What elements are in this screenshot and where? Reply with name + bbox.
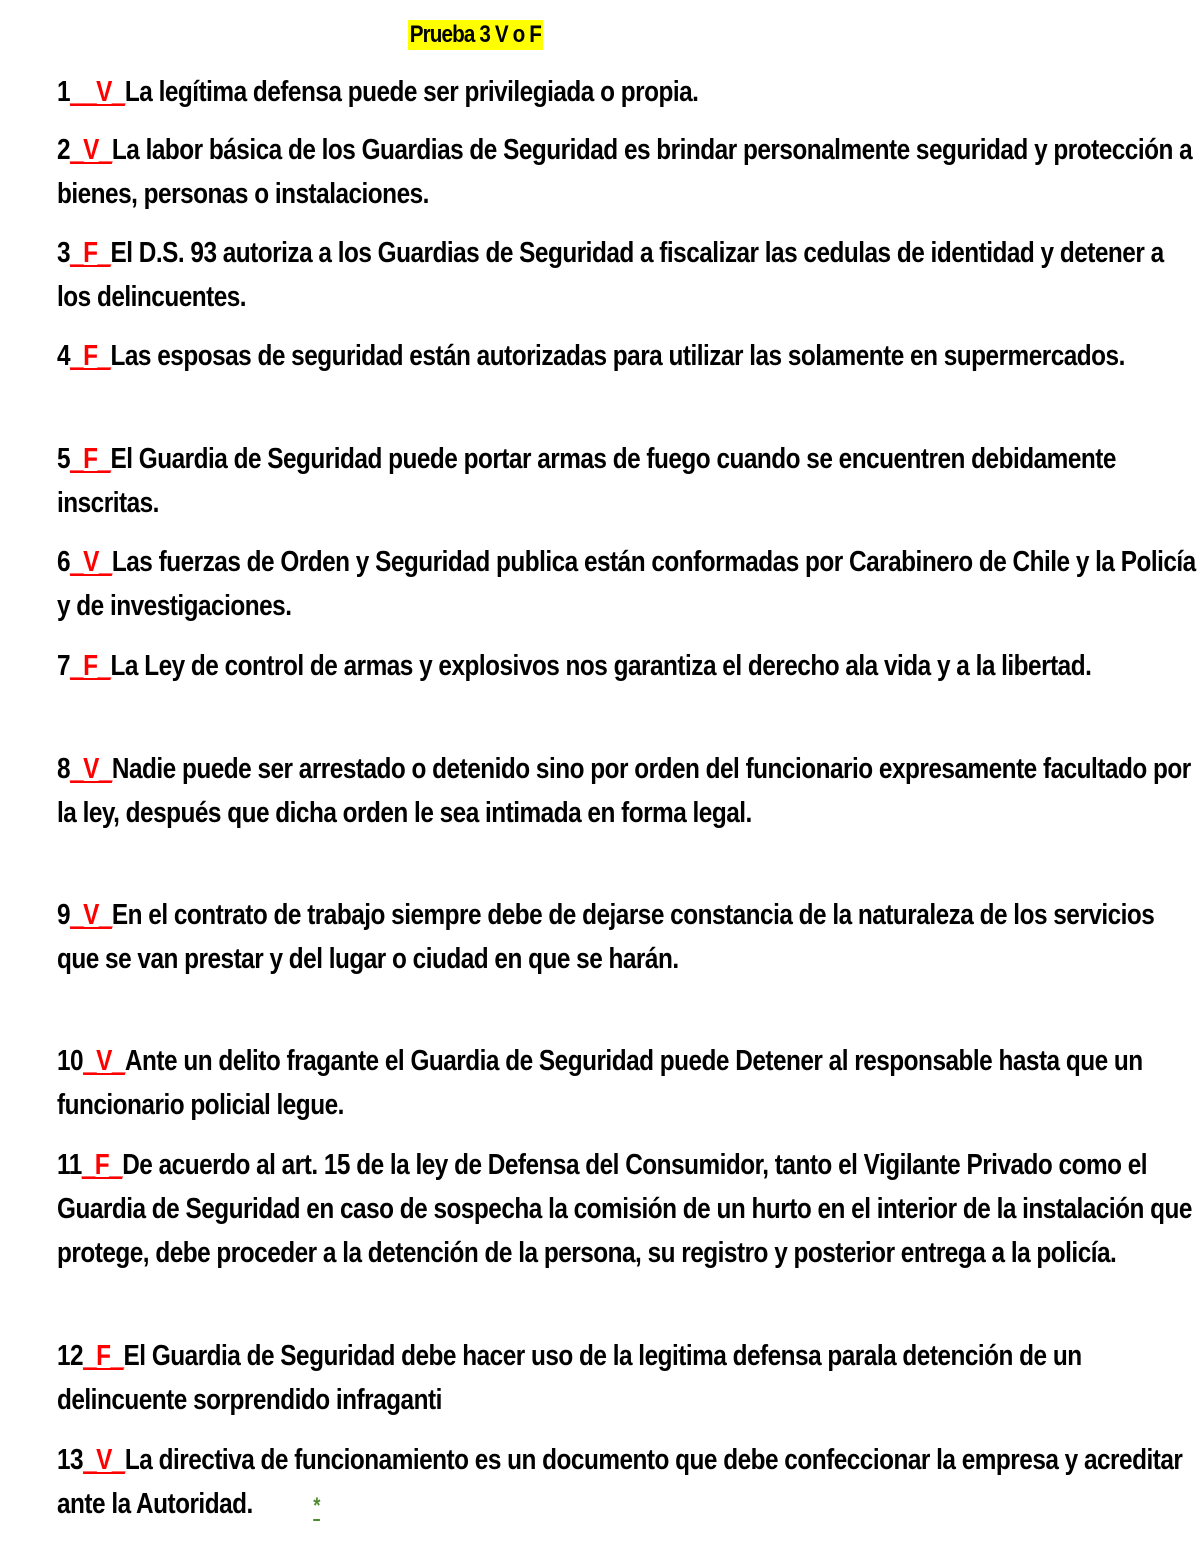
question-number: 9 <box>57 899 71 931</box>
question-text: Ante un delito fragante el Guardia de Seguridad puede Detener al responsable hasta que un funcionario policial legue. <box>57 1045 1143 1121</box>
question-8 <box>57 747 1197 835</box>
asterisk-marker: * <box>313 1493 320 1518</box>
question-text: El D.S. 93 autoriza a los Guardias de Seguridad a fiscalizar las cedulas de identidad y detener a los delincuentes. <box>57 237 1164 313</box>
question-7 <box>57 644 1197 688</box>
question-number: 1 <box>57 76 71 108</box>
question-number: 2 <box>57 134 71 166</box>
document-title: Prueba 3 V o F <box>409 21 542 48</box>
question-6 <box>57 540 1197 628</box>
question-text: Las esposas de seguridad están autorizadas para utilizar las solamente en supermercados. <box>110 340 1125 372</box>
answer-mark: _F_ <box>70 650 111 682</box>
answer-mark: _V_ <box>83 1045 125 1077</box>
question-text: La labor básica de los Guardias de Seguridad es brindar personalmente seguridad y protección a bienes, personas o instalaciones. <box>57 134 1193 210</box>
answer-mark: _F_ <box>70 340 111 372</box>
question-number: 8 <box>57 753 71 785</box>
answer-mark: _V_ <box>83 1444 125 1476</box>
question-11 <box>57 1143 1197 1275</box>
question-number: 4 <box>57 340 71 372</box>
question-5 <box>57 437 1197 525</box>
question-number: 13 <box>57 1444 84 1476</box>
question-number: 7 <box>57 650 71 682</box>
question-text: El Guardia de Seguridad puede portar armas de fuego cuando se encuentren debidamente inscritas. <box>57 443 1116 519</box>
answer-mark: _V_ <box>70 753 112 785</box>
question-text: Nadie puede ser arrestado o detenido sino por orden del funcionario expresamente facultado por la ley, después que dicha orden le sea intimada en forma legal. <box>57 753 1191 829</box>
question-text: La Ley de control de armas y explosivos nos garantiza el derecho ala vida y a la libertad. <box>110 650 1092 682</box>
question-number: 11 <box>57 1149 82 1181</box>
answer-mark: _V_ <box>70 899 112 931</box>
answer-mark: _V_ <box>70 546 112 578</box>
question-number: 3 <box>57 237 71 269</box>
answer-mark: _F_ <box>70 237 111 269</box>
question-number: 5 <box>57 443 71 475</box>
question-3 <box>57 231 1197 319</box>
question-text: De acuerdo al art. 15 de la ley de Defensa del Consumidor, tanto el Vigilante Privado como el Guardia de Seguridad en caso de sospecha la comisión de un hurto en el interior de la instalación que protege, debe proceder a la detención de la persona, su registro y posterior entrega a la policía. <box>57 1149 1192 1269</box>
question-text: En el contrato de trabajo siempre debe de dejarse constancia de la naturaleza de los servicios que se van prestar y del lugar o ciudad en que se harán. <box>57 899 1155 975</box>
answer-mark: _F_ <box>70 443 111 475</box>
question-4 <box>57 334 1197 378</box>
question-text: Las fuerzas de Orden y Seguridad publica están conformadas por Carabinero de Chile y la Policía y de investigaciones. <box>57 546 1196 622</box>
question-number: 6 <box>57 546 71 578</box>
question-text: La legítima defensa puede ser privilegiada o propia. <box>124 76 699 108</box>
answer-mark: _F_ <box>83 1340 124 1372</box>
question-12 <box>57 1334 1197 1422</box>
answer-mark: _F_ <box>81 1149 123 1181</box>
question-9 <box>57 893 1197 981</box>
question-1 <box>57 70 1197 114</box>
answer-mark: __V_ <box>70 76 125 108</box>
question-13 <box>57 1438 1197 1528</box>
title-container <box>408 20 565 50</box>
question-text: El Guardia de Seguridad debe hacer uso de la legitima defensa parala detención de un delincuente sorprendido infraganti <box>57 1340 1082 1416</box>
question-text: La directiva de funcionamiento es un documento que debe confeccionar la empresa y acreditar ante la Autoridad. <box>57 1444 1183 1520</box>
question-2 <box>57 128 1197 216</box>
question-number: 12 <box>57 1340 84 1372</box>
answer-mark: _V_ <box>70 134 112 166</box>
question-number: 10 <box>57 1045 84 1077</box>
question-10 <box>57 1039 1197 1127</box>
